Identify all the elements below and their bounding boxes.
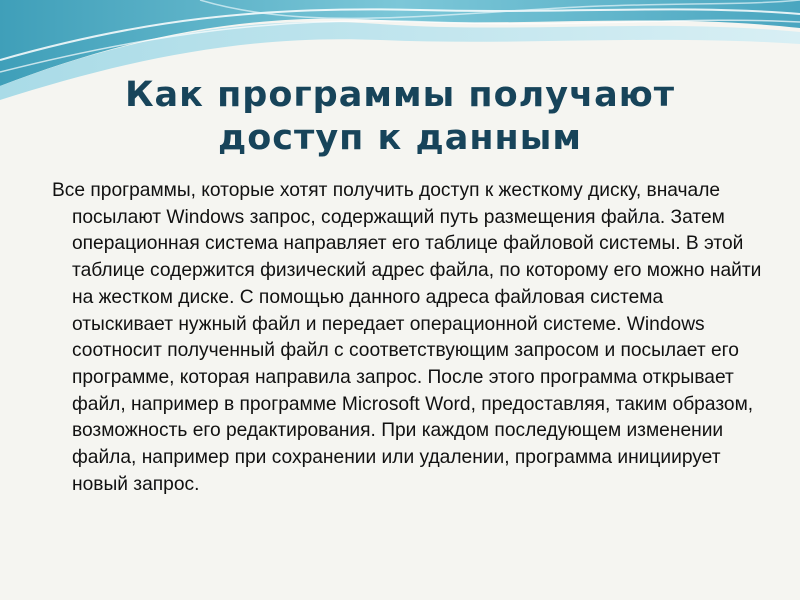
slide-body-text: Все программы, которые хотят получить доступ к жесткому диску, вначале посылают Windows запрос, содержащий путь размещения файла. Затем операционная система направляет его таблице файловой системы. В этой таблице содержится физический адрес файла, по которому его можно найти на жестком диске. С помощью данного адреса файловая система отыскивает нужный файл и передает операционной системе. Windows соотносит полученный файл с соответствующим запросом и посылает его программе, которая направила запрос. После этого программа открывает файл, например в программе Microsoft Word, предоставляя, таким образом, возможность его редактирования. При каждом последующем изменении файла, например при сохранении или удалении, программа инициирует новый запрос. bbox=[52, 180, 762, 495]
slide-title: Как программы получают доступ к данным bbox=[124, 75, 676, 158]
